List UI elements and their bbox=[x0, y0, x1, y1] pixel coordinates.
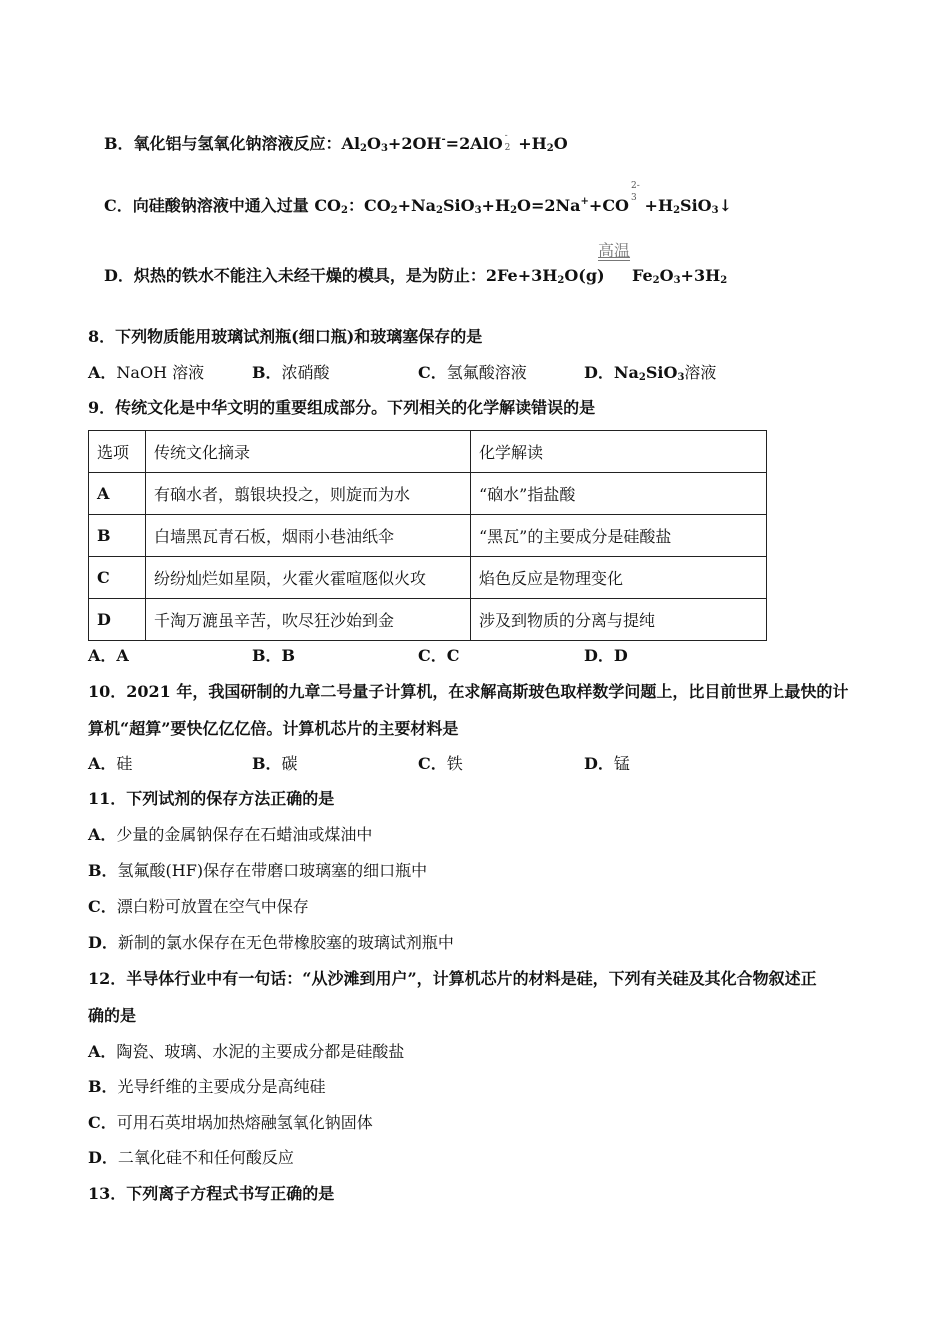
q8-option-a[interactable]: A．NaOH 溶液 bbox=[88, 363, 205, 382]
q11-option-a[interactable]: A．少量的金属钠保存在石蜡油或煤油中 bbox=[88, 825, 373, 844]
q13-stem: 13．下列离子方程式书写正确的是 bbox=[88, 1184, 335, 1203]
q9-option-a[interactable]: A．A bbox=[88, 646, 129, 665]
q10-option-d[interactable]: D．锰 bbox=[584, 754, 630, 773]
q11-option-c[interactable]: C．漂白粉可放置在空气中保存 bbox=[88, 897, 309, 916]
q7-option-b: B．氧化铝与氢氧化钠溶液反应：$Al_2O_3+2OH^-=2AlO$ - 2 $+H_2O$ bbox=[104, 131, 568, 154]
table-header-row bbox=[89, 431, 767, 473]
table-cell: “硇水”指盐酸 bbox=[471, 473, 767, 515]
q11-stem: 11．下列试剂的保存方法正确的是 bbox=[88, 789, 335, 808]
reaction-condition-high-temperature: 高温 bbox=[598, 241, 631, 260]
table-header-cell: 选项 bbox=[89, 431, 146, 473]
q9-option-b[interactable]: B．B bbox=[252, 646, 296, 665]
q11-option-d[interactable]: D．新制的氯水保存在无色带橡胶塞的玻璃试剂瓶中 bbox=[88, 933, 454, 952]
table-cell: B bbox=[89, 515, 146, 557]
table-cell: 白墙黑瓦青石板，烟雨小巷油纸伞 bbox=[146, 515, 471, 557]
q10-stem-line2: 算机“超算”要快亿亿亿倍。计算机芯片的主要材料是 bbox=[88, 719, 459, 738]
q10-option-a[interactable]: A．硅 bbox=[88, 754, 133, 773]
q11-option-b[interactable]: B．氢氟酸(HF)保存在带磨口玻璃塞的细口瓶中 bbox=[88, 861, 428, 880]
q7-option-d: D．炽热的铁水不能注入未经干燥的模具，是为防止：$2Fe+3H_2O(g)$ bbox=[104, 266, 605, 286]
q10-option-b[interactable]: B．碳 bbox=[252, 754, 298, 773]
table-cell: 纷纷灿烂如星陨，火霍火霍喧豗似火攻 bbox=[146, 557, 471, 599]
table-cell: 焰色反应是物理变化 bbox=[471, 557, 767, 599]
table-cell: D bbox=[89, 599, 146, 641]
q12-option-b[interactable]: B．光导纤维的主要成分是高纯硅 bbox=[88, 1077, 326, 1096]
q12-option-a[interactable]: A．陶瓷、玻璃、水泥的主要成分都是硅酸盐 bbox=[88, 1042, 405, 1061]
q10-option-c[interactable]: C．铁 bbox=[418, 754, 463, 773]
table-cell: C bbox=[89, 557, 146, 599]
q8-option-c[interactable]: C．氢氟酸溶液 bbox=[418, 363, 527, 382]
table-cell: 有硇水者，翦银块投之，则旋而为水 bbox=[146, 473, 471, 515]
q12-stem-line1: 12．半导体行业中有一句话：“从沙滩到用户”，计算机芯片的材料是硅，下列有关硅及其化合物叙述正 bbox=[88, 969, 817, 988]
q7-option-c: C．向硅酸钠溶液中通入过量 $CO_2$：$CO_2+Na_2SiO_3+H_2O=2Na^++CO$ 2- 3 $+H_2SiO_3↓$ bbox=[104, 181, 732, 216]
q12-option-c[interactable]: C．可用石英坩埚加热熔融氢氧化钠固体 bbox=[88, 1113, 373, 1132]
table-cell: “黑瓦”的主要成分是硅酸盐 bbox=[471, 515, 767, 557]
q8-option-d[interactable]: D．$Na_2SiO_3$溶液 bbox=[584, 363, 717, 383]
table-row bbox=[89, 557, 767, 599]
q9-table bbox=[88, 430, 767, 641]
q7b-equation: $Al_2O_3+2OH^-=2AlO$ - 2 $+H_2O$ bbox=[341, 131, 568, 154]
q7d-equation-right: $Fe_2O_3+3H_2$ bbox=[632, 266, 728, 286]
table-row bbox=[89, 473, 767, 515]
q12-option-d[interactable]: D．二氧化硅不和任何酸反应 bbox=[88, 1148, 294, 1167]
q10-stem-line1: 10．2021 年，我国研制的九章二号量子计算机，在求解高斯玻色取样数学问题上，比目前世界上最快的计 bbox=[88, 682, 849, 701]
table-header-cell: 传统文化摘录 bbox=[146, 431, 471, 473]
table-row bbox=[89, 599, 767, 641]
q8-option-b[interactable]: B．浓硝酸 bbox=[252, 363, 330, 382]
q12-stem-line2: 确的是 bbox=[88, 1006, 137, 1025]
q9-option-d[interactable]: D．D bbox=[584, 646, 628, 665]
table-cell: 千淘万漉虽辛苦，吹尽狂沙始到金 bbox=[146, 599, 471, 641]
table-header-cell: 化学解读 bbox=[471, 431, 767, 473]
table-cell: 涉及到物质的分离与提纯 bbox=[471, 599, 767, 641]
q7c-equation: $CO_2+Na_2SiO_3+H_2O=2Na^++CO$ 2- 3 $+H_2SiO_3↓$ bbox=[363, 181, 732, 216]
q8-stem: 8．下列物质能用玻璃试剂瓶(细口瓶)和玻璃塞保存的是 bbox=[88, 327, 483, 346]
q9-option-c[interactable]: C．C bbox=[418, 646, 460, 665]
table-cell: A bbox=[89, 473, 146, 515]
table-row bbox=[89, 515, 767, 557]
q9-stem: 9．传统文化是中华文明的重要组成部分。下列相关的化学解读错误的是 bbox=[88, 398, 596, 417]
